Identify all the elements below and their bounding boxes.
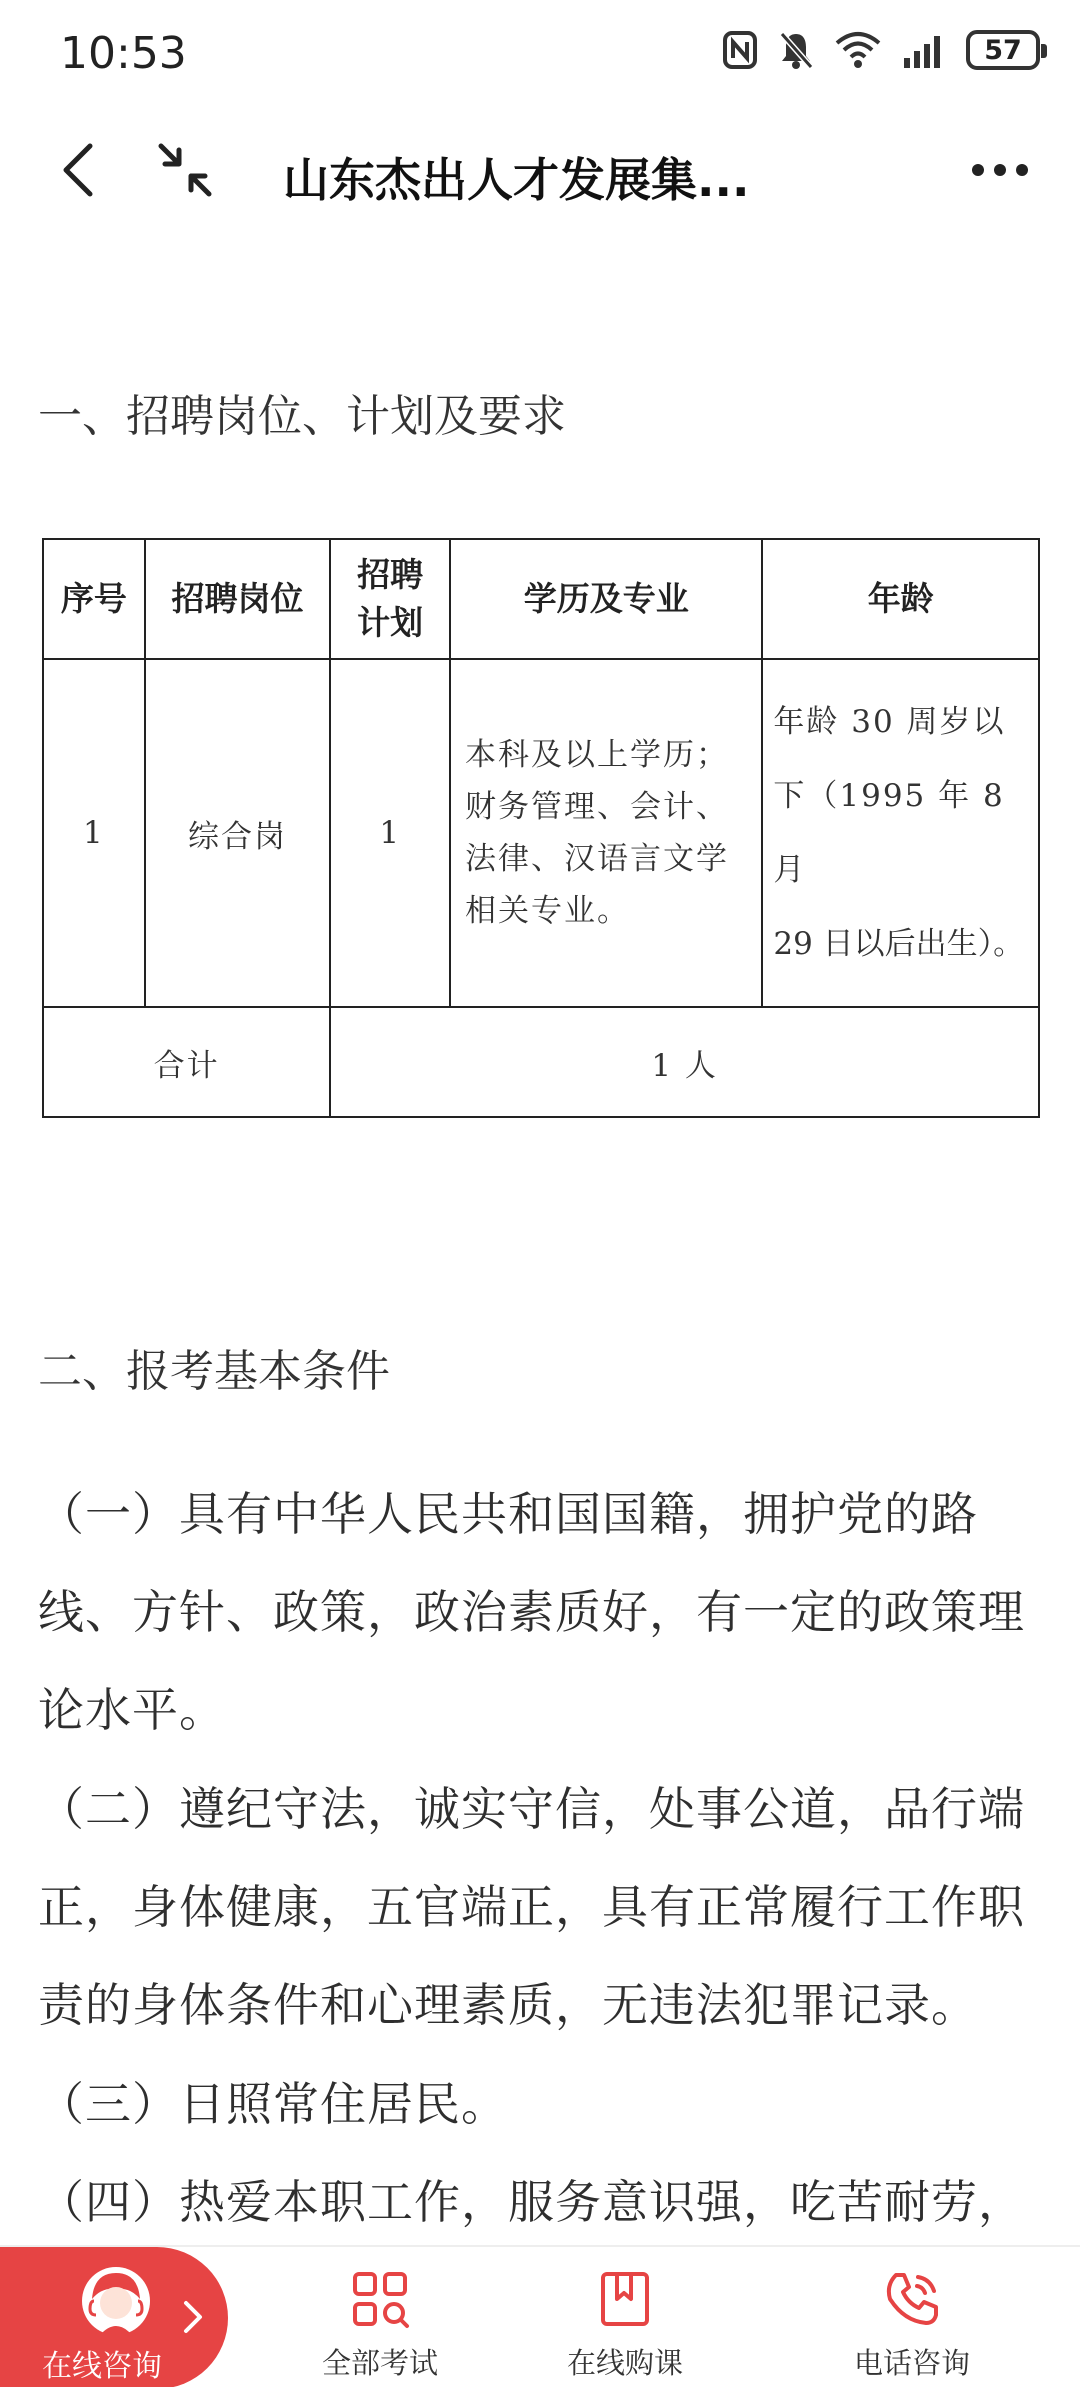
header-position: 招聘岗位 (145, 539, 331, 659)
signal-icon (902, 32, 946, 68)
condition-paragraph: （三）日照常住居民。 (38, 2077, 508, 2131)
grid-search-icon (350, 2269, 410, 2329)
cell-no: 1 (43, 659, 145, 1007)
status-time: 10:53 (60, 28, 187, 79)
header-plan (330, 539, 450, 659)
page-title: 山东杰出人才发展集... (283, 153, 750, 207)
header-education: 学历及专业 (450, 539, 762, 659)
buy-course-label: 在线购课 (566, 2346, 683, 2380)
nav-bar (0, 110, 1080, 230)
age-line: 年龄 30 周岁以 (773, 704, 1006, 740)
condition-paragraph: （二）遵纪守法，诚实守信，处事公道，品行端正，身体健康，五官端正，具有正常履行工作职责的身体条件和心理素质，无违法犯罪记录。 (38, 1782, 1025, 2032)
book-icon (595, 2269, 655, 2329)
education-line: 相关专业。 (465, 893, 631, 929)
wifi-icon (834, 31, 882, 69)
header-plan-line1: 招聘 (357, 555, 424, 594)
customer-service-avatar-icon (80, 2265, 152, 2337)
phone-consult-label: 电话咨询 (853, 2346, 970, 2380)
bottom-action-bar (0, 2245, 1080, 2387)
section-heading-conditions: 二、报考基本条件 (38, 1346, 390, 1397)
phone-consult-tab[interactable] (812, 2247, 1012, 2387)
header-no: 序号 (43, 539, 145, 659)
all-exams-label: 全部考试 (321, 2346, 438, 2380)
minimize-window-icon[interactable] (155, 140, 215, 200)
status-bar (0, 0, 1080, 110)
cell-plan: 1 (330, 659, 450, 1007)
header-plan-line2: 计划 (357, 603, 424, 642)
nfc-icon (722, 30, 758, 70)
cell-education (450, 659, 762, 1007)
cell-age (762, 659, 1039, 1007)
online-consult-label: 在线咨询 (42, 2349, 162, 2384)
education-line: 本科及以上学历； (465, 737, 730, 773)
more-options-icon[interactable] (970, 150, 1030, 190)
online-consult-button[interactable] (0, 2247, 228, 2387)
cell-total-value: 1 人 (330, 1007, 1039, 1117)
phone-icon (882, 2269, 942, 2329)
status-icons (722, 30, 1040, 70)
education-line: 法律、汉语言文学 (465, 841, 730, 877)
header-age: 年龄 (762, 539, 1039, 659)
recruitment-table (42, 538, 1040, 1116)
condition-paragraph: （一）具有中华人民共和国国籍，拥护党的路线、方针、政策，政治素质好，有一定的政策理论水平。 (38, 1487, 1025, 1737)
chevron-right-icon (180, 2297, 206, 2337)
cell-total-label: 合计 (43, 1007, 330, 1117)
cell-position: 综合岗 (145, 659, 331, 1007)
section-heading-positions: 一、招聘岗位、计划及要求 (38, 391, 566, 442)
education-line: 财务管理、会计、 (465, 789, 730, 825)
battery-indicator: 57 (966, 30, 1040, 70)
mute-bell-icon (778, 30, 814, 70)
buy-course-tab[interactable] (525, 2247, 725, 2387)
age-line: 29 日以后出生）。 (773, 926, 1025, 962)
all-exams-tab[interactable] (280, 2247, 480, 2387)
condition-paragraph: （四）热爱本职工作，服务意识强，吃苦耐劳， (38, 2175, 1025, 2229)
back-arrow-icon[interactable] (50, 140, 110, 200)
age-line: 下（1995 年 8 月 (773, 778, 1005, 888)
